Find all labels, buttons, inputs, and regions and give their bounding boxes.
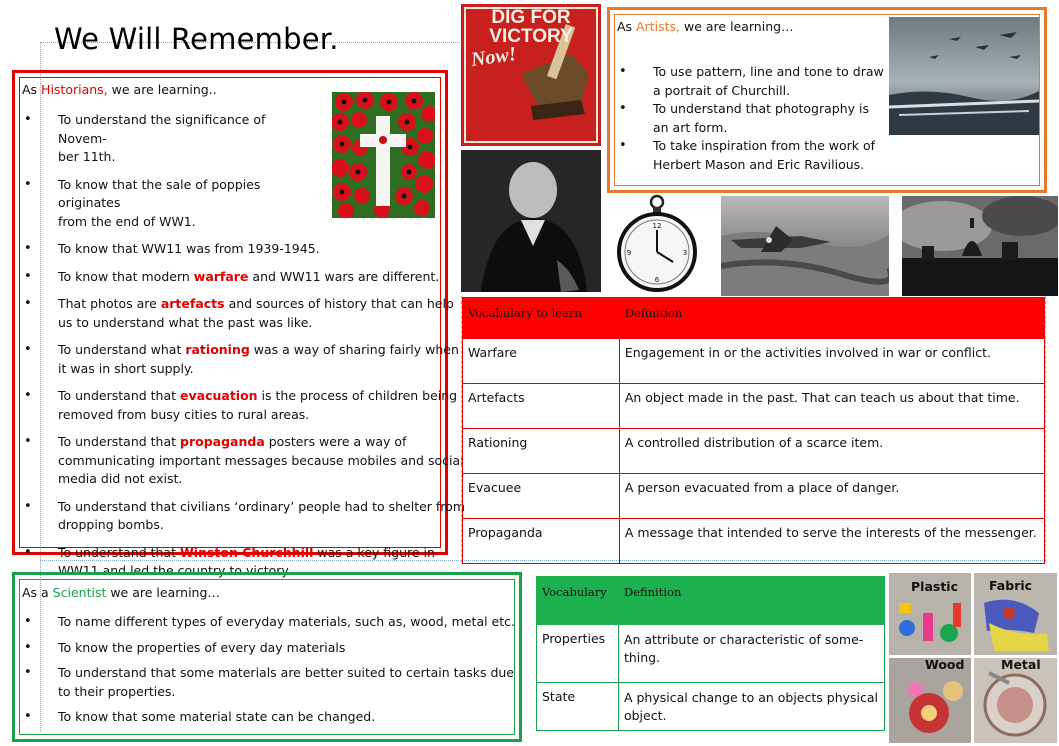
material-label-wood: Wood	[925, 657, 965, 672]
page-title: We Will Remember.	[54, 22, 339, 56]
scientists-list-item: • To name different types of everyday materials, such as, wood, metal etc.	[22, 613, 516, 632]
scientists-intro: As a Scientist we are learning…	[22, 585, 220, 600]
spitfire-photo	[721, 196, 889, 296]
svg-text:12: 12	[652, 222, 662, 230]
vocab-row	[463, 519, 1045, 564]
historians-list-item: • To understand that civilians ‘ordinary’ people had to shelter from dropping bombs.	[22, 498, 468, 535]
historians-list-item: • To understand what rationing was a way of sharing fairly when it was in short supply.	[22, 341, 468, 378]
historians-list-item: • To understand that propaganda posters were a way of communicating important messages because mobiles and social media did not exist.	[22, 433, 468, 489]
material-label-metal: Metal	[1001, 657, 1041, 672]
artists-list	[617, 63, 887, 174]
poster-line-3: Now!	[469, 42, 518, 72]
historians-list-item: • To understand the significance of Novem- ber 11th.	[22, 111, 318, 167]
key-term: rationing	[185, 342, 250, 357]
vocab-term: Warfare	[463, 339, 620, 384]
history-vocabulary-table	[462, 297, 1045, 564]
churchill-portrait-photo	[461, 150, 601, 292]
key-term: evacuation	[180, 388, 258, 403]
historians-intro: As Historians, we are learning..	[22, 82, 217, 97]
svg-text:3: 3	[682, 249, 688, 257]
historians-list-item: • To know that the sale of poppies originates from the end of WW1.	[22, 176, 318, 232]
historians-list-item: • That photos are artefacts and sources of history that can help us to understand what the past was like.	[22, 295, 468, 332]
vocab-row	[463, 384, 1045, 429]
vocab-header-term: Vocabulary to learn	[463, 298, 620, 339]
vocab-definition: A controlled distribution of a scarce item.	[619, 429, 1044, 474]
vocab-row	[463, 474, 1045, 519]
svg-text:6: 6	[654, 276, 660, 284]
science-vocab-term: State	[537, 683, 619, 731]
artists-list-item: • To understand that photography is an art form.	[617, 100, 887, 137]
key-term: propaganda	[180, 434, 265, 449]
material-label-fabric: Fabric	[989, 578, 1033, 593]
key-term: artefacts	[160, 296, 225, 311]
vocab-term: Evacuee	[463, 474, 620, 519]
vocab-term: Rationing	[463, 429, 620, 474]
artists-list-item: • To use pattern, line and tone to draw a portrait of Churchill.	[617, 63, 887, 100]
ravilious-aircraft-painting	[889, 17, 1039, 135]
vocab-definition: An object made in the past. That can teach us about that time.	[619, 384, 1044, 429]
historians-list-item: • To understand that Winston Churchhill was a key figure in WW11 and led the country to victory.	[22, 544, 468, 581]
science-vocab-term: Properties	[537, 625, 619, 683]
scientists-list	[22, 613, 516, 734]
svg-text:9: 9	[626, 249, 632, 257]
scientists-list-item: • To know that some material state can be changed.	[22, 708, 516, 727]
science-vocab-row	[537, 683, 885, 731]
artists-intro: As Artists, we are learning…	[617, 19, 794, 34]
materials-grid-image	[889, 573, 1057, 743]
historians-list-item: • To know that modern warfare and WW11 wars are different.	[22, 268, 468, 287]
dig-for-victory-poster	[461, 4, 601, 146]
vocab-row	[463, 339, 1045, 384]
artists-list-item: • To take inspiration from the work of Herbert Mason and Eric Ravilious.	[617, 137, 887, 174]
vocab-header-definition: Definition	[619, 298, 1044, 339]
vocab-definition: A person evacuated from a place of danger.	[619, 474, 1044, 519]
key-term: warfare	[193, 268, 249, 284]
vocab-term: Artefacts	[463, 384, 620, 429]
vocab-definition: A message that intended to serve the interests of the messenger.	[619, 519, 1044, 564]
st-pauls-blitz-photo	[902, 196, 1058, 296]
poster-line-1: DIG FOR	[491, 7, 571, 28]
historians-list-item: • To understand that evacuation is the process of children being removed from busy cities to rural areas.	[22, 387, 468, 424]
science-vocabulary-table	[536, 576, 885, 731]
scientists-list-item: • To understand that some materials are better suited to certain tasks due to their properties.	[22, 664, 516, 701]
science-header-term: Vocabulary	[537, 577, 619, 625]
science-vocab-definition: An attribute or characteristic of some- thing.	[618, 625, 884, 683]
poppy-wreath-image	[332, 92, 435, 218]
vocab-term: Propaganda	[463, 519, 620, 564]
pocket-watch-image	[613, 194, 701, 296]
scientists-list-item: • To know the properties of every day materials	[22, 639, 516, 658]
science-vocab-definition: A physical change to an objects physical object.	[618, 683, 884, 731]
vocab-row	[463, 429, 1045, 474]
science-vocab-row	[537, 625, 885, 683]
science-header-definition: Definition	[618, 577, 884, 625]
key-term: Winston Churchhill	[180, 544, 314, 560]
historians-list-item: • To know that WW11 was from 1939-1945.	[22, 240, 468, 259]
material-label-plastic: Plastic	[911, 579, 958, 594]
poster-line-2: VICTORY	[489, 26, 573, 47]
vocab-definition: Engagement in or the activities involved in war or conflict.	[619, 339, 1044, 384]
